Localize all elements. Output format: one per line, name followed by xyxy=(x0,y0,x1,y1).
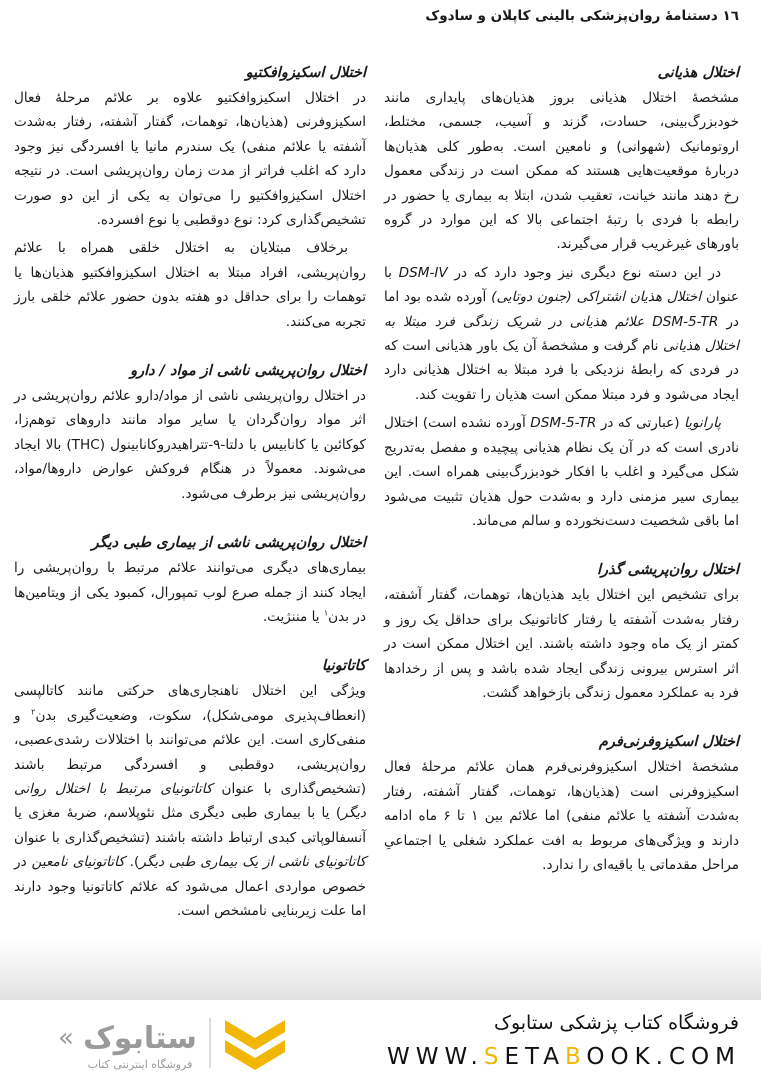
url-part-accent: S xyxy=(483,1044,505,1070)
logo-subtitle: فروشگاه اینترنتی کتاب xyxy=(87,1058,193,1071)
paragraph xyxy=(14,86,366,232)
text-run: ) یا با بیماری طبی دیگری مثل نئوپلاسم، ضربهٔ مغزی یا آنسفالوپاتی کبدی ارتباط داشته باشند (تشخیص‌گذاری با عنوان xyxy=(14,805,366,846)
text-run: برای تشخیص این اختلال باید هذیان‌ها، توهمات، گفتار آشفته، رفتار به‌شدت آشفته یا رفتار کاتاتونیک برای حداقل یک روز و کمتر از یک ماه وجود داشته باشند. این اختلال ممکن است در اثر استرس بیرونی زندگی ایجاد شده باشد و پس از رخدادها فرد به عملکرد معمول زندگی بازخواهد گشت. xyxy=(384,587,739,701)
double-chevron-icon: « xyxy=(58,1023,74,1053)
section-heading: اختلال اسکیزوافکتیو xyxy=(245,65,366,81)
text-run: آورده شده بود اما در xyxy=(384,289,739,330)
text-run: مشخصهٔ اختلال هذیانی بروز هذیان‌های پایداری مانند خودبزرگ‌بینی، حسادت، گزند و آسیب، جسمی، مختلط، اروتومانیک (شهوانی) و نامعین است. به‌طور کلی هذیان‌ها دربارهٔ موقعیت‌هایی هستند که ممکن است در زندگی معمول رخ دهند مانند خیانت، تعقیب شدن، ابتلا به بیماری یا حضور در رابطه با فردی با رتبهٔ اجتماعی بالا که این موارد در گروه باورهای غیرغریب قرار می‌گیرند. xyxy=(384,90,739,253)
logo-wordmark: ستابوک xyxy=(83,1021,197,1056)
page-bottom-shadow xyxy=(0,940,761,1000)
paragraph xyxy=(14,236,366,334)
italic-term: پارانویا xyxy=(684,415,722,432)
paragraph xyxy=(14,679,366,923)
text-run: در اختلال اسکیزوافکتیو علاوه بر علائم مرحلهٔ فعال اسکیزوفرنی (هذیان‌ها، توهمات، گفتار آشفته، رفتار به‌شدت آشفته یا علائم منفی) یک سندرم مانیا یا افسردگی نیز وجود دارد که اغلب فراتر از مدت زمان روان‌پریشی است. در نتیجه اختلال اسکیزوافکتیو را می‌توان به یکی از این دو صورت تشخیص‌گذاری کرد: نوع دوقطبی یا نوع افسرده. xyxy=(14,90,366,229)
section-heading: اختلال روان‌پریشی گذرا xyxy=(597,562,739,579)
paragraph xyxy=(384,411,739,533)
italic-term: DSM-5-TR علائم هذیانی در شریک زندگی فرد مبتلا به اختلال هذیانی xyxy=(384,313,740,355)
text-run: نام گرفت و مشخصهٔ آن یک باور هذیانی است که در فردی که رابطهٔ نزدیکی با فرد مبتلا به اختلال هذیانی دارد ایجاد می‌شود و فرد مبتلا ممکن است هذیان را تقویت کند. xyxy=(384,338,739,403)
text-run: (عبارتی که در xyxy=(596,415,685,432)
url-part: OOK.COM xyxy=(586,1044,741,1070)
section xyxy=(384,60,739,533)
text-run: و منفی‌کاری است. این علائم می‌توانند با اختلالات رشدی‌عصبی، روان‌پریشی، دوقطبی و افسردگی مرتبط باشند (تشخیص‌گذاری با عنوان xyxy=(14,707,366,797)
book-title: دستنامهٔ روان‌پزشکی بالینی کاپلان و سادوک xyxy=(425,8,718,24)
text-run: برخلاف مبتلایان به اختلال خلقی همراه با علائم روان‌پریشی، افراد مبتلا به اختلال اسکیزوافکتیو هذیان‌ها یا توهمات را برای حداقل دو هفته بدون حضور علائم خلقی بارز تجربه می‌کنند. xyxy=(14,240,366,330)
section xyxy=(14,653,366,923)
text-run: در اختلال روان‌پریشی ناشی از مواد/دارو علائم روان‌پریشی در اثر مواد روان‌گردان یا سایر مواد مانند داروهای توهم‌زا، کوکائین یا کانابیس با دلتا-۹-تتراهیدروکانابینول (THC) بالا ایجاد می‌شوند. معمولاً در هنگام فروکش عوارض داروها/مواد، روان‌پریشی نیز برطرف می‌شود. xyxy=(14,388,367,502)
store-url[interactable] xyxy=(387,1044,741,1070)
footnote-marker: ۱ xyxy=(323,608,329,618)
section-heading: اختلال اسکیزوفرنی‌فرم xyxy=(598,734,739,751)
text-run: بیماری‌های دیگری می‌توانند علائم مرتبط با روان‌پریشی را ایجاد کنند از جمله صرع لوب تمپورال، کمبود یکی از ویتامین‌ها در بدن xyxy=(14,560,366,625)
url-part-accent: B xyxy=(565,1044,587,1070)
italic-term: DSM-IV xyxy=(398,264,448,281)
section xyxy=(14,530,366,629)
section xyxy=(14,60,366,334)
text-run: با عنوان xyxy=(384,264,739,306)
italic-term: کاتاتونیای ناشی از یک بیماری طبی دیگر xyxy=(139,854,366,871)
store-title: فروشگاه کتاب پزشکی ستابوک xyxy=(493,1012,739,1034)
paragraph xyxy=(384,583,739,705)
text-run: در این دسته نوع دیگری نیز وجود دارد که در xyxy=(447,264,721,281)
text-run: در خصوص مواردی اعمال می‌شود که علائم کاتاتونیا وجود دارند اما علت زیربنایی نامشخص است. xyxy=(14,854,366,919)
paragraph xyxy=(384,755,739,877)
italic-term: کاتاتونیای نامعین xyxy=(31,854,125,871)
setabook-logo xyxy=(30,1010,290,1074)
section-heading: اختلال هذیانی xyxy=(657,65,739,81)
text-run: ویژگی این اختلال ناهنجاری‌های حرکتی مانند کاتالپسی (انعطاف‌پذیری مومی‌شکل)، سکوت، وضعیت‌گیری بدن xyxy=(14,683,366,724)
paragraph xyxy=(384,86,739,257)
section-heading: اختلال روان‌پریشی ناشی از بیماری طبی دیگر xyxy=(91,535,366,552)
chevron-logo-icon xyxy=(225,1020,285,1070)
text-run: مشخصهٔ اختلال اسکیزوفرنی‌فرم همان علائم مرحلهٔ فعال اسکیزوفرنی است (هذیان‌ها، توهمات، گفتار آشفته، رفتار به‌شدت آشفته یا علائم منفی) اما علائم بین ۱ تا ۶ ماه ادامه دارند و ویژگی‌های مربوط به افت عملکرد شغلی یا اجتماعیِ مراحل مقدماتی یا باقیه‌ای را ندارد. xyxy=(384,759,739,873)
section-heading: کاتاتونیا xyxy=(321,658,366,675)
left-column xyxy=(14,60,366,947)
page-number: ١٦ xyxy=(722,8,739,24)
italic-term: DSM-5-TR xyxy=(530,415,597,432)
paragraph xyxy=(384,261,739,407)
section xyxy=(384,729,739,877)
url-part: WWW. xyxy=(386,1044,484,1070)
store-footer xyxy=(0,1000,761,1080)
italic-term: اختلال هذیان اشتراکی (جنون دوتایی) xyxy=(491,289,702,306)
running-head xyxy=(425,8,739,24)
section xyxy=(14,358,366,506)
text-run: یا مننژیت. xyxy=(262,608,324,625)
url-part: ETA xyxy=(504,1044,566,1070)
paragraph xyxy=(14,384,366,506)
footnote-marker: ۲ xyxy=(31,707,36,717)
text-run: ). xyxy=(124,854,140,871)
text-run: آورده نشده است) اختلال نادری است که در آن یک نظام هذیانی پیچیده و مفصل به‌تدریج شکل می‌گیرد و اغلب با افکار خودبزرگ‌بینی همراه است. این بیماری سیر مزمنی دارد و به‌شدت حول هذیان تثبیت می‌شود اما باقی شخصیت دست‌نخورده و سالم می‌ماند. xyxy=(384,415,739,529)
right-column xyxy=(384,60,739,901)
italic-term: کاتاتونیای مرتبط با اختلال روانی دیگر xyxy=(14,780,366,822)
section xyxy=(384,557,739,705)
paragraph xyxy=(14,556,366,629)
section-heading: اختلال روان‌پریشی ناشی از مواد / دارو xyxy=(130,363,366,380)
